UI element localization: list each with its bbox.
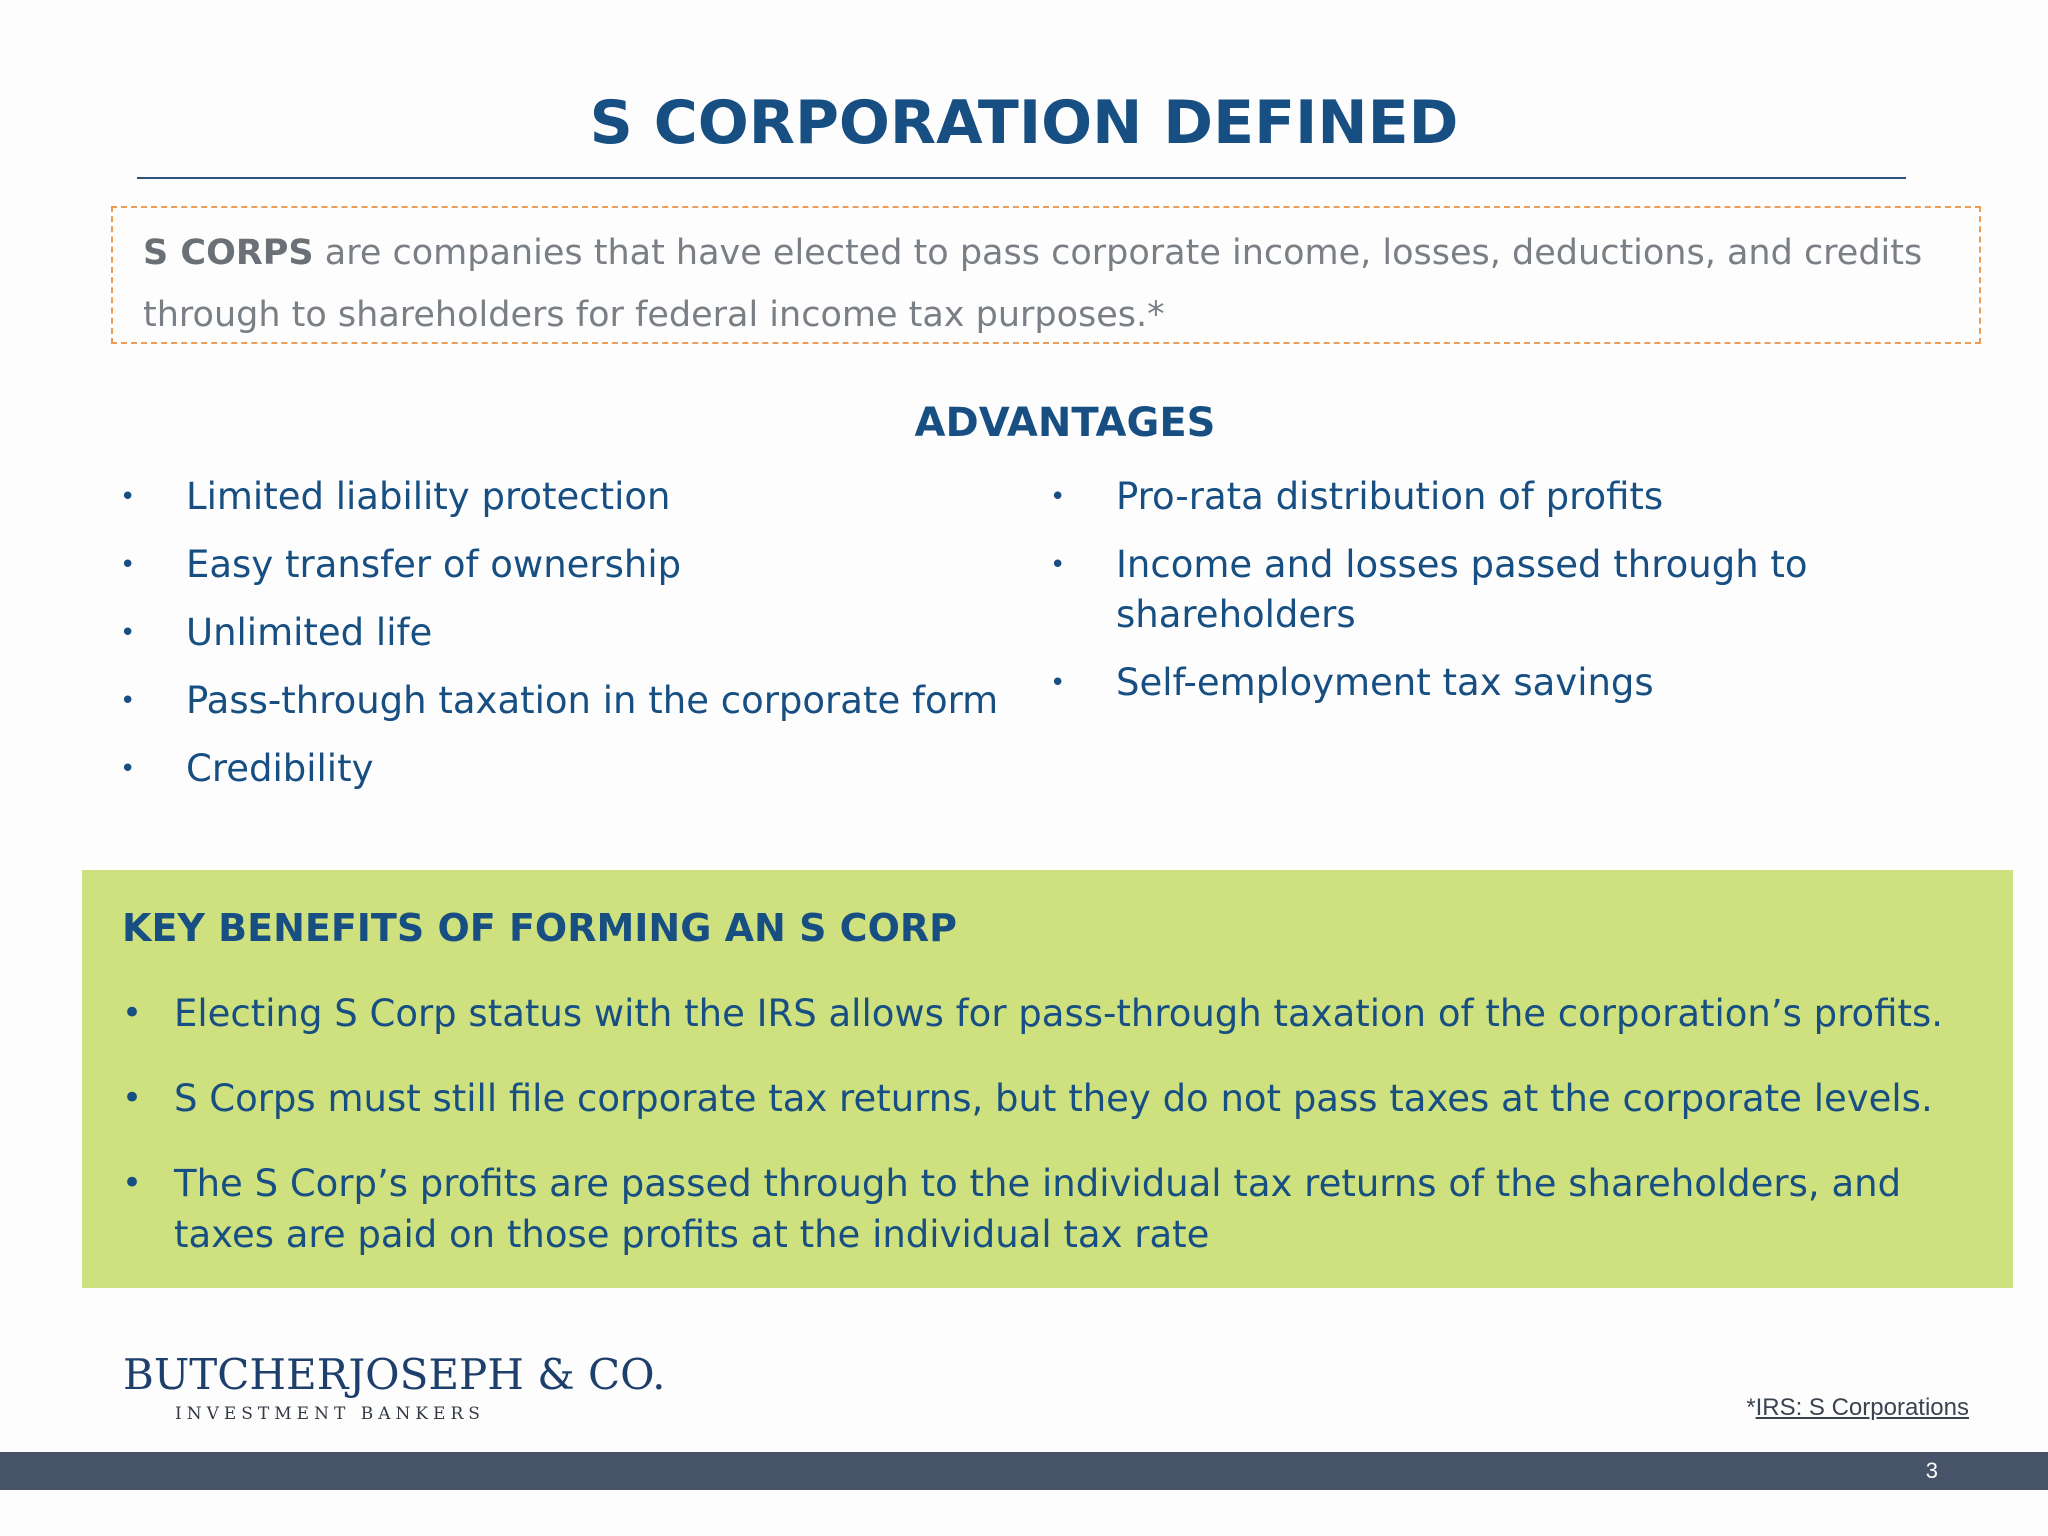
bullet-icon: • — [1050, 550, 1066, 580]
definition-body: are companies that have elected to pass corporate income, losses, deductions, and credits through to shareholders for federal income tax purposes.* — [143, 233, 1923, 335]
definition-callout — [111, 206, 1981, 344]
advantage-text: Pass-through taxation in the corporate form — [186, 679, 999, 722]
bullet-icon: • — [122, 1078, 143, 1118]
advantage-item — [1050, 540, 1950, 640]
bullet-icon: • — [120, 550, 136, 580]
bullet-icon: • — [122, 993, 143, 1033]
logo-tagline: INVESTMENT BANKERS — [175, 1404, 485, 1424]
bullet-icon: • — [1050, 482, 1066, 512]
footnote-link[interactable]: IRS: S Corporations — [1755, 1394, 1969, 1421]
advantage-text: Unlimited life — [186, 611, 433, 654]
bullet-icon: • — [120, 754, 136, 784]
advantage-text: Easy transfer of ownership — [186, 543, 682, 586]
advantage-text: Credibility — [186, 747, 374, 790]
key-benefits-list — [122, 988, 1992, 1294]
bullet-icon: • — [120, 618, 136, 648]
advantage-item — [120, 608, 1040, 658]
advantage-item — [120, 744, 1040, 794]
advantage-item — [1050, 472, 1950, 522]
benefit-item — [122, 1158, 1992, 1260]
advantage-text: Income and losses passed through to shareholders — [1116, 543, 1808, 636]
logo-name: BUTCHERJOSEPH & CO. — [123, 1350, 666, 1399]
bullet-icon: • — [120, 686, 136, 716]
advantage-item — [120, 676, 1040, 726]
advantage-text: Limited liability protection — [186, 475, 671, 518]
definition-term: S CORPS — [143, 233, 314, 273]
company-logo — [123, 1350, 666, 1430]
advantage-item — [120, 472, 1040, 522]
benefit-item — [122, 1073, 1992, 1124]
footnote-marker: * — [1746, 1394, 1756, 1421]
slide-title: S CORPORATION DEFINED — [589, 88, 1459, 158]
page-number: 3 — [1925, 1458, 1938, 1483]
advantages-heading: ADVANTAGES — [914, 400, 1216, 446]
advantage-text: Self-employment tax savings — [1116, 661, 1654, 704]
benefit-text: Electing S Corp status with the IRS allows for pass-through taxation of the corporation’s profits. — [174, 992, 1944, 1035]
bullet-icon: • — [1050, 668, 1066, 698]
footer-bar — [0, 1452, 2048, 1490]
key-benefits-panel — [82, 870, 2013, 1288]
bullet-icon: • — [122, 1163, 143, 1203]
advantages-list-left — [120, 472, 1040, 812]
advantage-text: Pro-rata distribution of profits — [1116, 475, 1664, 518]
bullet-icon: • — [120, 482, 136, 512]
title-divider — [137, 177, 1906, 179]
advantage-item — [1050, 658, 1950, 708]
advantage-item — [120, 540, 1040, 590]
benefit-text: S Corps must still file corporate tax returns, but they do not pass taxes at the corporate levels. — [174, 1077, 1933, 1120]
advantages-list-right — [1050, 472, 1950, 726]
key-benefits-heading: KEY BENEFITS OF FORMING AN S CORP — [122, 906, 957, 950]
definition-text — [143, 222, 1963, 346]
footnote — [1746, 1394, 1969, 1422]
benefit-text: The S Corp’s profits are passed through to the individual tax returns of the shareholders, and taxes are paid on those profits at the individual tax rate — [174, 1162, 1902, 1256]
benefit-item — [122, 988, 1992, 1039]
